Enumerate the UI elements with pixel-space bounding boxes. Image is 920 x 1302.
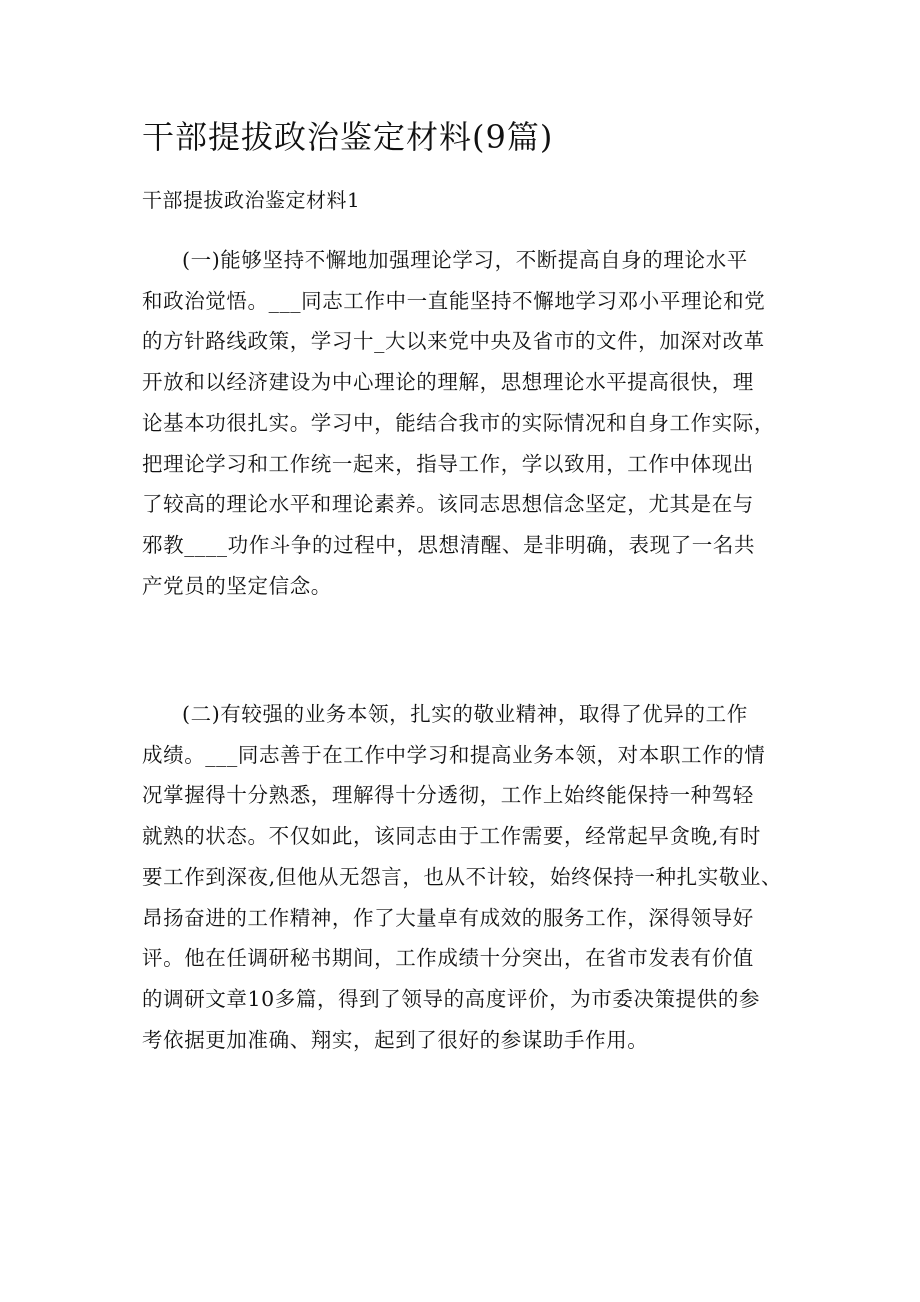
paragraph-line: 产党员的坚定信念。 bbox=[142, 573, 332, 598]
paragraph-line: 和政治觉悟。___同志工作中一直能坚持不懈地学习邓小平理论和党 bbox=[142, 288, 766, 313]
paragraph-line: 要工作到深夜,但他从无怨言，也从不计较，始终保持一种扎实敬业、 bbox=[142, 864, 783, 889]
paragraph-2 bbox=[142, 694, 802, 1060]
paragraph-line: 邪教____功作斗争的过程中，思想清醒、是非明确，表现了一名共 bbox=[142, 532, 756, 557]
paragraph-line: 开放和以经济建设为中心理论的理解，思想理论水平提高很快，理 bbox=[142, 370, 754, 395]
paragraph-line: (一)能够坚持不懈地加强理论学习，不断提高自身的理论水平 bbox=[182, 248, 748, 272]
paragraph-line: 论基本功很扎实。学习中，能结合我市的实际情况和自身工作实际， bbox=[142, 410, 775, 435]
paragraph-line: 考依据更加准确、翔实，起到了很好的参谋助手作用。 bbox=[142, 1027, 649, 1052]
paragraph-line: 况掌握得十分熟悉，理解得十分透彻，工作上始终能保持一种驾轻 bbox=[142, 783, 754, 808]
paragraph-line: 的方针路线政策，学习十_大以来党中央及省市的文件，加深对改革 bbox=[142, 329, 765, 354]
paragraph-line: 把理论学习和工作统一起来，指导工作，学以致用，工作中体现出 bbox=[142, 451, 754, 476]
paragraph-line: 昂扬奋进的工作精神，作了大量卓有成效的服务工作，深得领导好 bbox=[142, 905, 754, 930]
paragraph-line: (二)有较强的业务本领，扎实的敬业精神，取得了优异的工作 bbox=[182, 702, 748, 726]
paragraph-line: 成绩。___同志善于在工作中学习和提高业务本领，对本职工作的情 bbox=[142, 742, 766, 767]
paragraph-1 bbox=[142, 240, 802, 606]
paragraph-line: 了较高的理论水平和理论素养。该同志思想信念坚定，尤其是在与 bbox=[142, 492, 754, 517]
paragraph-line: 评。他在任调研秘书期间，工作成绩十分突出，在省市发表有价值 bbox=[142, 946, 754, 971]
paragraph-line: 的调研文章10多篇，得到了领导的高度评价，为市委决策提供的参 bbox=[142, 986, 761, 1011]
document-title: 干部提拔政治鉴定材料(9篇) bbox=[142, 118, 554, 156]
section-heading: 干部提拔政治鉴定材料1 bbox=[142, 188, 361, 212]
paragraph-line: 就熟的状态。不仅如此，该同志由于工作需要，经常起早贪晚,有时 bbox=[142, 824, 762, 849]
